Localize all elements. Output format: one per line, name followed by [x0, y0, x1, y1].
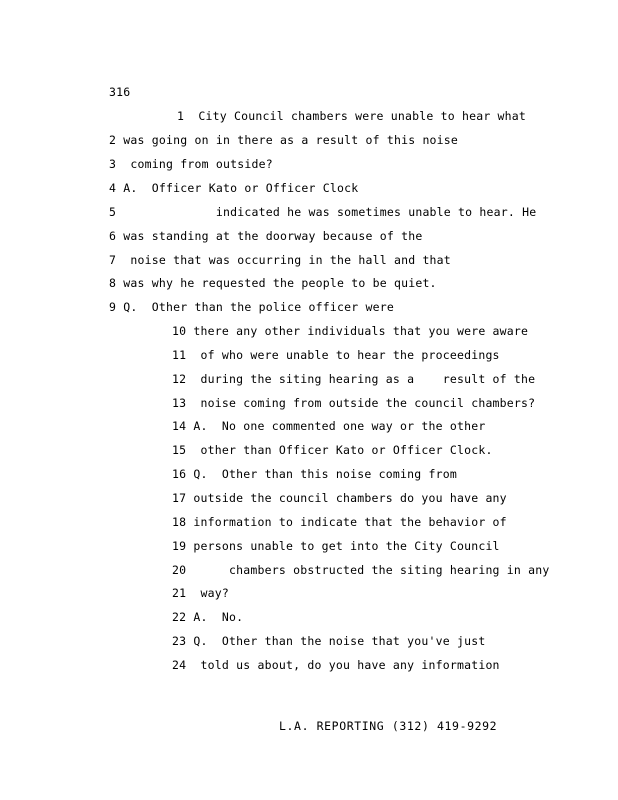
- transcript-line: 11 of who were unable to hear the proceedings: [172, 348, 500, 362]
- transcript-line: 24 told us about, do you have any information: [172, 658, 500, 672]
- transcript-line: 15 other than Officer Kato or Officer Clock.: [172, 443, 493, 457]
- transcript-line: 7 noise that was occurring in the hall and that: [109, 253, 451, 267]
- transcript-line: 18 information to indicate that the behavior of: [172, 515, 507, 529]
- transcript-line: 17 outside the council chambers do you have any: [172, 491, 507, 505]
- reporter-footer: L.A. REPORTING (312) 419-9292: [279, 719, 498, 733]
- transcript-line: 21 way?: [172, 586, 229, 600]
- transcript-line: 4 A. Officer Kato or Officer Clock: [109, 181, 359, 195]
- transcript-line: 19 persons unable to get into the City Council: [172, 539, 500, 553]
- transcript-line: 22 A. No.: [172, 610, 244, 624]
- transcript-line: 20 chambers obstructed the siting hearing in any: [172, 563, 550, 577]
- transcript-line: 3 coming from outside?: [109, 157, 273, 171]
- transcript-line: 1 City Council chambers were unable to hear what: [177, 109, 527, 123]
- transcript-line: 10 there any other individuals that you were aware: [172, 324, 529, 338]
- transcript-line: 14 A. No one commented one way or the other: [172, 419, 486, 433]
- transcript-line: 2 was going on in there as a result of this noise: [109, 133, 459, 147]
- transcript-line: 12 during the siting hearing as a result of the: [172, 372, 536, 386]
- transcript-line: 5 indicated he was sometimes unable to hear. He: [109, 205, 537, 219]
- transcript-line: 6 was standing at the doorway because of the: [109, 229, 423, 243]
- transcript-line: 9 Q. Other than the police officer were: [109, 300, 394, 314]
- transcript-line: 8 was why he requested the people to be quiet.: [109, 276, 437, 290]
- page-number: 316: [109, 85, 131, 99]
- transcript-line: 13 noise coming from outside the council chambers?: [172, 396, 536, 410]
- transcript-line: 23 Q. Other than the noise that you've just: [172, 634, 486, 648]
- transcript-line: 16 Q. Other than this noise coming from: [172, 467, 457, 481]
